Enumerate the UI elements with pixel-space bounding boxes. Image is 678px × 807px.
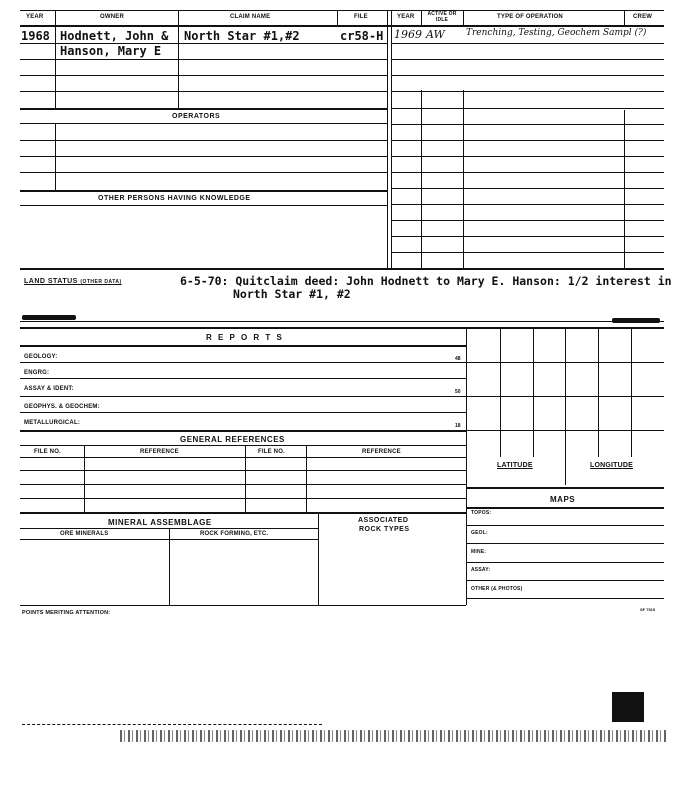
land-status-line1: 6-5-70: Quitclaim deed: John Hodnett to Mary E. Hanson: 1/2 interest in bbox=[180, 274, 672, 288]
divider bbox=[421, 90, 422, 268]
record-year: 1968 bbox=[21, 29, 50, 43]
row-line bbox=[20, 140, 388, 141]
row-line bbox=[391, 108, 664, 109]
divider bbox=[306, 445, 307, 512]
row-line bbox=[466, 430, 664, 431]
marker-left bbox=[22, 315, 76, 320]
report-geology: GEOLOGY: bbox=[24, 354, 58, 360]
divider bbox=[169, 528, 170, 605]
report-assay: ASSAY & IDENT: bbox=[24, 386, 74, 392]
ore-minerals-header: ORE MINERALS bbox=[60, 531, 109, 537]
row-line bbox=[391, 236, 664, 237]
row-line bbox=[20, 378, 466, 379]
rock-forming-header: ROCK FORMING, ETC. bbox=[200, 531, 269, 537]
header-type-of-operation: TYPE OF OPERATION bbox=[497, 14, 563, 20]
row-line bbox=[20, 156, 388, 157]
row-line bbox=[20, 123, 388, 124]
row-line bbox=[20, 345, 466, 347]
row-line bbox=[20, 75, 388, 76]
ref-header-file-no-1: FILE NO. bbox=[34, 449, 61, 455]
report-geophys: GEOPHYS. & GEOCHEM: bbox=[24, 404, 100, 410]
row-line bbox=[391, 220, 664, 221]
row-line bbox=[20, 512, 466, 514]
header-owner: OWNER bbox=[100, 14, 124, 20]
row-line bbox=[391, 252, 664, 253]
divider bbox=[500, 327, 501, 457]
land-status-title: LAND STATUS bbox=[24, 278, 78, 285]
row-line bbox=[20, 484, 466, 485]
scan-noise-strip bbox=[120, 730, 666, 742]
row-line bbox=[391, 59, 664, 60]
general-references-title: GENERAL REFERENCES bbox=[180, 435, 285, 444]
row-line bbox=[391, 140, 664, 141]
record-activity-year: 1969 bbox=[394, 28, 422, 41]
divider bbox=[84, 445, 85, 512]
divider bbox=[55, 25, 56, 108]
row-line bbox=[466, 487, 664, 489]
row-line bbox=[391, 124, 664, 125]
reports-title: R E P O R T S bbox=[206, 333, 284, 342]
maps-title: MAPS bbox=[550, 495, 576, 504]
header-year-2: YEAR bbox=[397, 14, 415, 20]
row-line bbox=[466, 543, 664, 544]
report-metallurgical: METALLURGICAL: bbox=[24, 420, 81, 426]
row-line bbox=[20, 498, 466, 499]
maps-mine: MINE: bbox=[471, 549, 487, 555]
divider bbox=[624, 110, 625, 268]
divider bbox=[463, 10, 464, 25]
row-line bbox=[22, 724, 322, 725]
longitude-label: LONGITUDE bbox=[590, 462, 634, 469]
row-line bbox=[391, 91, 664, 92]
header-active-or-idle: ACTIVE OR IDLE bbox=[427, 11, 457, 23]
row-line bbox=[466, 562, 664, 563]
latitude-label: LATITUDE bbox=[497, 462, 533, 469]
divider bbox=[421, 10, 422, 25]
divider bbox=[178, 10, 179, 25]
row-line bbox=[20, 430, 466, 432]
row-line bbox=[20, 412, 466, 413]
divider bbox=[565, 327, 566, 457]
black-tab-marker bbox=[612, 692, 644, 722]
points-meriting-attention: POINTS MERITING ATTENTION: bbox=[22, 610, 111, 616]
row-line bbox=[20, 268, 664, 270]
record-type-of-operation: Trenching, Testing, Geochem Sampl (?) bbox=[466, 28, 647, 38]
header-file: FILE bbox=[354, 14, 368, 20]
row-line bbox=[466, 598, 664, 599]
maps-topos: TOPOS: bbox=[471, 510, 492, 516]
divider bbox=[565, 457, 566, 485]
maps-geol: GEOL: bbox=[471, 530, 488, 536]
row-line bbox=[20, 59, 388, 60]
divider bbox=[463, 90, 464, 268]
divider bbox=[245, 445, 246, 512]
land-status-line2: North Star #1, #2 bbox=[233, 287, 351, 301]
report-geology-num: 48 bbox=[455, 356, 461, 362]
row-line bbox=[466, 362, 664, 363]
divider bbox=[337, 10, 338, 25]
divider bbox=[631, 327, 632, 457]
row-line bbox=[20, 205, 388, 206]
row-line bbox=[20, 43, 388, 44]
row-line bbox=[391, 156, 664, 157]
divider bbox=[318, 512, 319, 605]
record-file: cr58-H bbox=[340, 29, 384, 43]
divider bbox=[55, 10, 56, 25]
record-active-or-idle: AW bbox=[426, 28, 445, 41]
row-line bbox=[20, 457, 466, 458]
ref-header-reference-2: REFERENCE bbox=[362, 449, 401, 455]
operators-title: OPERATORS bbox=[172, 113, 221, 120]
record-claim-name: North Star #1,#2 bbox=[184, 29, 300, 43]
row-line bbox=[391, 172, 664, 173]
report-metallurgical-num: 18 bbox=[455, 423, 461, 429]
row-line bbox=[20, 470, 466, 471]
row-line bbox=[20, 445, 466, 446]
row-line bbox=[391, 204, 664, 205]
land-status-subtitle: (OTHER DATA) bbox=[80, 279, 122, 285]
associated-title-2: ROCK TYPES bbox=[359, 526, 410, 533]
record-owner-line2: Hanson, Mary E bbox=[60, 44, 162, 58]
row-line bbox=[20, 190, 388, 192]
header-crew: CREW bbox=[633, 14, 653, 20]
divider bbox=[55, 123, 56, 190]
row-line bbox=[466, 507, 664, 509]
mineral-assemblage-title: MINERAL ASSEMBLAGE bbox=[108, 518, 212, 527]
divider bbox=[624, 10, 625, 25]
ref-header-file-no-2: FILE NO. bbox=[258, 449, 285, 455]
row-line bbox=[20, 91, 388, 92]
row-line bbox=[20, 605, 466, 606]
report-engrg: ENGRG: bbox=[24, 370, 50, 376]
row-line bbox=[466, 396, 664, 397]
row-line bbox=[20, 172, 388, 173]
form-code: SF 7515 bbox=[640, 607, 656, 612]
top-header-border bbox=[20, 10, 664, 11]
row-line bbox=[20, 396, 466, 397]
associated-title-1: ASSOCIATED bbox=[358, 517, 409, 524]
land-status-label bbox=[24, 278, 122, 285]
header-year: YEAR bbox=[26, 14, 44, 20]
row-line bbox=[20, 362, 466, 363]
row-line bbox=[391, 75, 664, 76]
record-owner-line1: Hodnett, John & bbox=[60, 29, 169, 43]
maps-assay: ASSAY: bbox=[471, 567, 491, 573]
divider bbox=[466, 327, 467, 605]
row-line bbox=[20, 108, 388, 110]
ref-header-reference-1: REFERENCE bbox=[140, 449, 179, 455]
maps-other: OTHER (& PHOTOS) bbox=[471, 586, 523, 592]
divider bbox=[533, 327, 534, 457]
other-persons-title: OTHER PERSONS HAVING KNOWLEDGE bbox=[98, 195, 251, 202]
row-line bbox=[391, 43, 664, 44]
row-line bbox=[466, 525, 664, 526]
row-line bbox=[20, 321, 664, 322]
divider bbox=[178, 25, 179, 108]
row-line bbox=[391, 188, 664, 189]
divider bbox=[387, 10, 388, 268]
top-header-bottom bbox=[20, 25, 664, 27]
row-line bbox=[20, 327, 664, 329]
row-line bbox=[466, 580, 664, 581]
header-claim-name: CLAIM NAME bbox=[230, 14, 271, 20]
divider bbox=[391, 10, 392, 268]
divider bbox=[598, 327, 599, 457]
report-assay-num: 50 bbox=[455, 389, 461, 395]
